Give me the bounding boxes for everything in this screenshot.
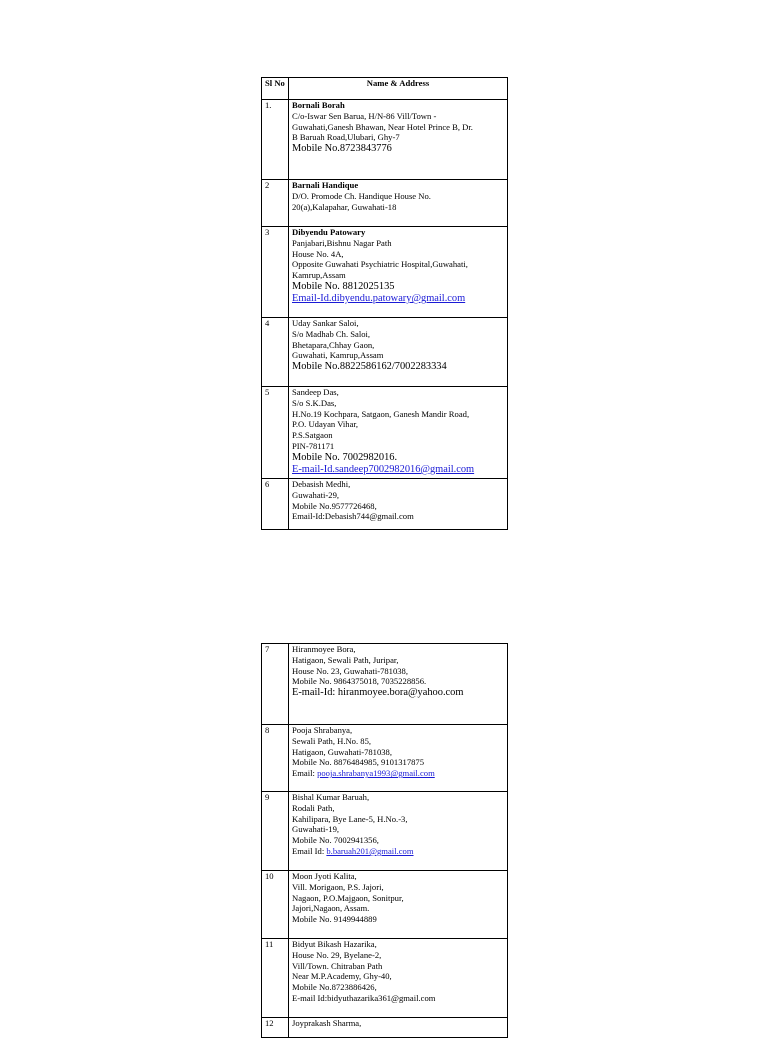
sl-no-cell: 1. — [262, 100, 289, 180]
header-name-address: Name & Address — [289, 78, 508, 100]
address-line — [292, 111, 504, 122]
name-address-cell — [289, 644, 508, 725]
table-row — [262, 1018, 508, 1038]
sl-no-cell: 7 — [262, 644, 289, 725]
address-line-text: Debasish Medhi, — [292, 479, 351, 489]
table-row — [262, 871, 508, 939]
address-line — [292, 180, 504, 191]
address-line — [292, 803, 504, 814]
address-line-text: C/o-Iswar Sen Barua, H/N-86 Vill/Town - — [292, 110, 437, 121]
address-line-text: Guwahati-29, — [292, 489, 340, 500]
address-line — [292, 191, 504, 202]
address-line — [292, 419, 504, 430]
address-line-text: Mobile No.9577726468, — [292, 500, 377, 511]
table-row — [262, 644, 508, 725]
address-line-text: Joyprakash Sharma, — [292, 1018, 362, 1028]
address-line — [292, 824, 504, 835]
address-line-text: Barnali Handique — [292, 180, 359, 190]
address-line — [292, 814, 504, 825]
address-line — [292, 757, 504, 768]
address-line — [292, 893, 504, 904]
address-line-text: Mobile No. 8812025135 — [292, 280, 395, 292]
address-line — [292, 725, 504, 736]
address-line-text: Bhetapara,Chhay Gaon, — [292, 339, 375, 350]
address-line-text: Bornali Borah — [292, 100, 345, 110]
address-line — [292, 846, 504, 857]
address-line-text: S/o S.K.Das, — [292, 397, 337, 408]
address-line-text: House No. 4A, — [292, 248, 344, 259]
sl-no-cell: 11 — [262, 939, 289, 1018]
address-line — [292, 982, 504, 993]
address-line — [292, 747, 504, 758]
address-line-text: Sandeep Das, — [292, 387, 339, 397]
table-row — [262, 318, 508, 387]
address-line-text: Mobile No.8822586162/7002283334 — [292, 361, 447, 373]
sl-no-cell: 12 — [262, 1018, 289, 1038]
address-line — [292, 441, 504, 452]
table-row — [262, 387, 508, 479]
address-line — [292, 687, 504, 699]
address-line — [292, 318, 504, 329]
address-line — [292, 479, 504, 490]
address-line — [292, 490, 504, 501]
address-line-text: E-mail-Id: hiranmoyee.bora@yahoo.com — [292, 687, 464, 699]
address-line — [292, 914, 504, 925]
address-line-text: E-mail Id:bidyuthazarika361@gmail.com — [292, 992, 436, 1003]
address-line-text: Email-Id.dibyendu.patowary@gmail.com — [292, 292, 466, 304]
address-line-text: Panjabari,Bishnu Nagar Path — [292, 237, 392, 248]
address-line — [292, 249, 504, 260]
sl-no-cell: 8 — [262, 725, 289, 792]
address-line-text: Mobile No. 8876484985, 9101317875 — [292, 757, 425, 768]
address-line — [292, 132, 504, 143]
address-line — [292, 903, 504, 914]
address-line — [292, 340, 504, 351]
sl-no-cell: 9 — [262, 792, 289, 871]
address-line-text: P.O. Udayan Vihar, — [292, 419, 359, 430]
address-line-text: Uday Sankar Saloi, — [292, 318, 359, 328]
sl-no-cell: 3 — [262, 227, 289, 318]
address-line-text: Email-Id:Debasish744@gmail.com — [292, 511, 414, 522]
address-line-text: Opposite Guwahati Psychiatric Hospital,Guwahati, — [292, 259, 468, 270]
address-line-text: Hatigaon, Guwahati-781038, — [292, 746, 392, 757]
address-line — [292, 387, 504, 398]
address-line-text: Mobile No. 9864375018, 7035228856. — [292, 676, 427, 687]
address-line-text: Jajori,Nagaon, Assam. — [292, 903, 370, 914]
address-line — [292, 961, 504, 972]
address-line-text: B Baruah Road,Ulubari, Ghy-7 — [292, 132, 400, 143]
address-line — [292, 398, 504, 409]
table-row — [262, 725, 508, 792]
address-line-text: Dibyendu Patowary — [292, 227, 366, 237]
address-line — [292, 430, 504, 441]
address-line — [292, 655, 504, 666]
address-line-text: Pooja Shrabanya, — [292, 725, 353, 735]
name-address-cell — [289, 939, 508, 1018]
address-line-text: Moon Jyoti Kalita, — [292, 871, 357, 881]
address-line — [292, 122, 504, 133]
address-line — [292, 939, 504, 950]
address-line — [292, 792, 504, 803]
address-line-text: Hiranmoyee Bora, — [292, 644, 356, 654]
address-line-text: Guwahati, Kamrup,Assam — [292, 350, 384, 361]
address-line — [292, 882, 504, 893]
address-line-text: Email: — [292, 768, 318, 779]
table-row — [262, 100, 508, 180]
email-link[interactable]: pooja.shrabanya1993@gmail.com — [317, 768, 435, 779]
address-line — [292, 100, 504, 111]
email-link[interactable] — [292, 293, 504, 305]
address-line-text: Bidyut Bikash Hazarika, — [292, 939, 377, 949]
table-row — [262, 792, 508, 871]
name-address-cell — [289, 871, 508, 939]
name-address-cell — [289, 479, 508, 530]
name-address-cell — [289, 100, 508, 180]
address-line-text: Rodali Path, — [292, 802, 335, 813]
address-line — [292, 736, 504, 747]
address-line — [292, 644, 504, 655]
table-row — [262, 180, 508, 227]
email-link[interactable]: b.baruah201@gmail.com — [326, 845, 414, 856]
address-line-text: P.S.Satgaon — [292, 430, 333, 441]
address-line — [292, 238, 504, 249]
name-address-cell — [289, 1018, 508, 1038]
sl-no-cell: 4 — [262, 318, 289, 387]
email-link[interactable] — [292, 464, 504, 476]
address-line-text: Hatigaon, Sewali Path, Juripar, — [292, 654, 399, 665]
name-address-cell — [289, 318, 508, 387]
address-line — [292, 666, 504, 677]
address-line — [292, 143, 504, 155]
address-line-text: Bishal Kumar Baruah, — [292, 792, 370, 802]
sl-no-cell: 5 — [262, 387, 289, 479]
address-line-text: Kamrup,Assam — [292, 270, 346, 281]
address-line-text: Mobile No.8723886426, — [292, 982, 377, 993]
address-line — [292, 993, 504, 1004]
address-line-text: House No. 23, Guwahati-781038, — [292, 665, 408, 676]
address-line-text: Nagaon, P.O.Majgaon, Sonitpur, — [292, 892, 404, 903]
address-line-text: Mobile No. 7002941356, — [292, 835, 379, 846]
address-line — [292, 281, 504, 293]
address-line-text: S/o Madhab Ch. Saloi, — [292, 328, 371, 339]
address-line-text: 20(a),Kalapahar, Guwahati-18 — [292, 201, 397, 212]
address-line-text: Guwahati-19, — [292, 824, 340, 835]
table-row — [262, 227, 508, 318]
address-line — [292, 452, 504, 464]
table-header-row — [262, 78, 508, 100]
address-line — [292, 971, 504, 982]
address-line — [292, 259, 504, 270]
address-line — [292, 227, 504, 238]
address-line — [292, 676, 504, 687]
address-line-text: H.No.19 Kochpara, Satgaon, Ganesh Mandir Road, — [292, 408, 470, 419]
address-line — [292, 202, 504, 213]
sl-no-cell: 2 — [262, 180, 289, 227]
address-line-text: Mobile No. 7002982016. — [292, 451, 398, 463]
address-line — [292, 768, 504, 779]
address-line-text: Near M.P.Academy, Ghy-40, — [292, 971, 392, 982]
address-line-text: Vill/Town. Chitraban Path — [292, 960, 383, 971]
address-line-text: PIN-781171 — [292, 440, 335, 451]
address-line — [292, 871, 504, 882]
name-address-cell — [289, 227, 508, 318]
address-line-text: Sewali Path, H.No. 85, — [292, 735, 372, 746]
address-line-text: Guwahati,Ganesh Bhawan, Near Hotel Prince B, Dr. — [292, 121, 473, 132]
address-line — [292, 409, 504, 420]
name-address-cell — [289, 180, 508, 227]
sl-no-cell: 6 — [262, 479, 289, 530]
address-line-text: Email Id: — [292, 845, 327, 856]
address-line — [292, 835, 504, 846]
address-line-text: House No. 29, Byelane-2, — [292, 949, 382, 960]
address-line — [292, 511, 504, 522]
address-line-text: Mobile No. 9149944889 — [292, 914, 377, 925]
contact-table-2 — [261, 643, 508, 1038]
address-line — [292, 329, 504, 340]
sl-no-cell: 10 — [262, 871, 289, 939]
table-row — [262, 939, 508, 1018]
address-line-text: E-mail-Id.sandeep7002982016@gmail.com — [292, 463, 475, 475]
address-line — [292, 361, 504, 373]
address-line — [292, 350, 504, 361]
address-line — [292, 270, 504, 281]
header-sl-no: Sl No — [262, 78, 289, 100]
name-address-cell — [289, 725, 508, 792]
name-address-cell — [289, 387, 508, 479]
address-line-text: Vill. Morigaon, P.S. Jajori, — [292, 881, 384, 892]
address-line-text: Kahilipara, Bye Lane-5, H.No.-3, — [292, 813, 408, 824]
table-row — [262, 479, 508, 530]
address-line — [292, 1018, 504, 1029]
address-line-text: Mobile No.8723843776 — [292, 143, 392, 155]
name-address-cell — [289, 792, 508, 871]
contact-table-1 — [261, 77, 508, 530]
address-line — [292, 501, 504, 512]
address-line — [292, 950, 504, 961]
address-line-text: D/O. Promode Ch. Handique House No. — [292, 190, 431, 201]
